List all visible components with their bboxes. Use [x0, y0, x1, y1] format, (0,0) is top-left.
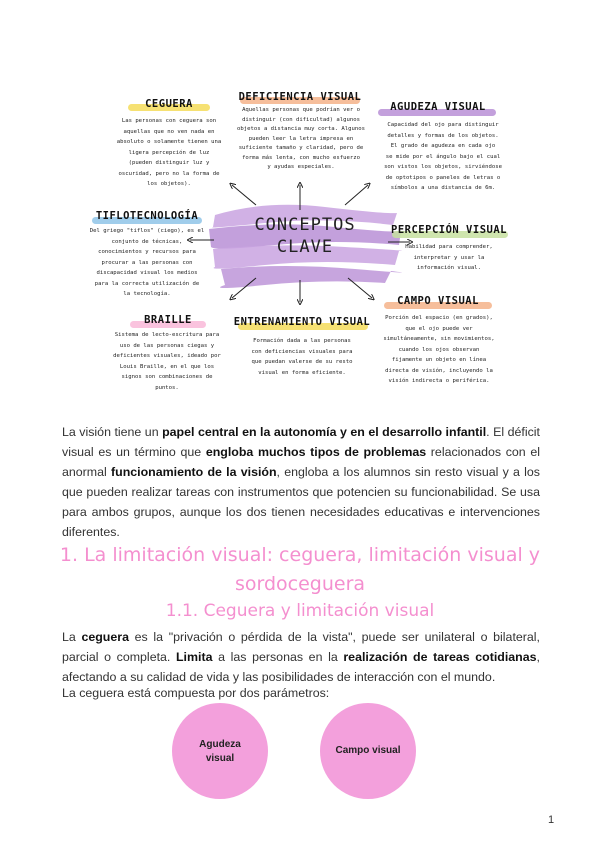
text-line: deficientes visuales, ideado por [113, 353, 221, 359]
text-line: visual en forma eficiente. [258, 369, 346, 376]
concept-title: PERCEPCIÓN VISUAL [391, 224, 507, 236]
concept-title: DEFICIENCIA VISUAL [238, 91, 362, 103]
text-run: La visión tiene un [62, 425, 163, 439]
text-line: simultáneamente, sin movimientos, [383, 336, 495, 342]
text-line: de optotipos o paneles de letras o [385, 174, 501, 181]
section-heading-1 [40, 541, 560, 599]
heading-line: sordoceguera [234, 573, 366, 595]
circle-label: Campo visual [335, 745, 401, 756]
text-line: signos son combinaciones de [121, 374, 213, 380]
text-run: , engloba a los alumnos sin resto visual y a los que pueden realizar tareas con instrumentos que potencien su funcionabilidad. Se usa para ambos grupos, aunque los dos tienen necesidades educativas e intervenciones diferentes. [62, 465, 540, 539]
concept-ceguera [110, 98, 228, 110]
text-line: Porción del espacio (en grados), [385, 315, 493, 321]
bold-run: funcionamiento de la visión [111, 465, 277, 479]
concept-title: ENTRENAMIENTO VISUAL [233, 316, 371, 328]
text-line: conjunto de técnicas, [111, 238, 183, 245]
text-line: visión indirecta o periférica. [388, 378, 490, 384]
circle-label-line2: visual [205, 753, 235, 764]
circle-campo-visual [320, 703, 416, 799]
concept-tiflotecnologia-text [76, 226, 218, 300]
text-line: directa de visión, incluyendo la [385, 367, 493, 374]
bold-run: ceguera [81, 630, 129, 644]
concept-braille [118, 314, 218, 326]
concept-title: BRAILLE [144, 314, 192, 326]
text-line: ligera percepción de luz [128, 149, 210, 156]
text-line: se mide por el ángulo bajo el cual [385, 153, 501, 160]
concept-braille-text [92, 330, 242, 393]
concept-title: AGUDEZA VISUAL [390, 101, 486, 113]
text-line: forma más lenta, con mucho esfuerzo [242, 154, 360, 161]
concept-title: TIFLOTECNOLOGÍA [95, 210, 199, 222]
concept-tiflotecnologia [88, 210, 206, 222]
text-line: Sistema de lecto-escritura para [114, 332, 220, 338]
text-line: suficiente tamaño y claridad, pero de [238, 145, 364, 151]
concept-entrenamiento [232, 316, 372, 328]
concept-campo-text [368, 313, 510, 387]
circle-agudeza-visual [172, 703, 268, 799]
concept-percepcion [388, 224, 510, 236]
concept-percepcion-text [386, 242, 512, 274]
concept-title: CEGUERA [145, 98, 193, 110]
text-line: y ayudas especiales. [267, 164, 335, 170]
text-line: conocimientos y recursos para [98, 249, 196, 255]
intro-paragraph [62, 422, 540, 542]
parameters-intro: La ceguera está compuesta por dos parámetros: [62, 686, 330, 700]
text-run: . El déficit visual es un término que [62, 425, 540, 459]
text-line: aquellas que no ven nada en [123, 128, 215, 135]
text-line: distinguir (con dificultad) algunos [242, 116, 360, 123]
text-run: es la "privación o pérdida de la vista", puede ser unilateral o bilateral, parcial o completa. [62, 630, 540, 664]
center-title-line1: CONCEPTOS [254, 215, 356, 235]
text-line: El grado de agudeza en cada ojo [390, 143, 496, 149]
text-line: Las personas con ceguera son [121, 118, 217, 124]
text-line: fijamente un objeto en línea [391, 357, 487, 363]
bold-run: Limita [175, 650, 213, 664]
text-line: objetos a distancia muy corta. Algunos [237, 126, 365, 132]
concept-campo [378, 295, 498, 307]
text-line: Formación dada a las personas [253, 338, 351, 344]
text-line: Del griego "tiflos" (ciego), es el [89, 228, 205, 234]
text-line: con deficiencias visuales para [251, 348, 353, 355]
text-line: interpretar y usar la [413, 254, 485, 261]
heading-line: 1. La limitación visual: ceguera, limitación visual y [59, 544, 541, 566]
page-number: 1 [548, 814, 555, 826]
bold-run: engloba muchos tipos de problemas [205, 445, 427, 459]
text-line: (pueden distinguir luz y [128, 160, 210, 166]
text-line: Aquellas personas que podrían ver o [242, 107, 360, 113]
bold-run: realización de tareas cotidianas [343, 650, 537, 664]
text-run: relacionados con el anormal [62, 445, 540, 479]
bold-run: papel central en la autonomía y en el desarrollo infantil [162, 425, 487, 439]
text-line: son vistos los objetos, sirviéndose [384, 164, 502, 170]
text-run: , afectando a su calidad de vida y las posibilidades de interacción con el mundo. [62, 650, 540, 684]
text-line: absoluto o solamente tienen una [116, 139, 222, 145]
text-run: a las personas en la [212, 650, 344, 664]
text-line: pueden leer la letra impresa en [248, 135, 354, 142]
circle-label-line1: Agudeza [199, 739, 241, 750]
text-run: La [62, 630, 82, 644]
center-title-line2: CLAVE [276, 237, 334, 257]
text-line: que puedan valerse de su resto [251, 359, 353, 365]
text-line: cuando los ojos observan [398, 346, 480, 353]
concept-deficiencia [232, 91, 368, 103]
text-line: los objetos). [147, 181, 191, 187]
text-line: símbolos a una distancia de 6m. [390, 185, 496, 191]
concept-agudeza-text [372, 120, 514, 194]
text-line: puntos. [155, 384, 179, 391]
ceguera-paragraph [62, 627, 540, 687]
text-line: discapacidad visual los medios [96, 270, 198, 276]
text-line: para la correcta utilización de [94, 280, 200, 287]
concept-title: CAMPO VISUAL [397, 295, 479, 307]
text-line: Habilidad para comprender, [405, 244, 493, 250]
concept-agudeza [378, 101, 498, 113]
text-line: procurar a las personas con [101, 259, 193, 266]
text-line: la tecnología. [123, 291, 171, 297]
text-line: uso de las personas ciegas y [119, 342, 215, 349]
text-line: Capacidad del ojo para distinguir [387, 122, 499, 128]
text-line: detalles y formas de los objetos. [387, 132, 499, 139]
section-heading-2: 1.1. Ceguera y limitación visual [165, 601, 435, 621]
text-line: Louis Braille, en el que los [119, 363, 215, 370]
text-line: información visual. [417, 265, 481, 271]
text-line: oscuridad, pero no la forma de [118, 170, 220, 177]
concept-deficiencia-text [222, 106, 380, 173]
text-line: que el ojo puede ver [405, 325, 473, 332]
concept-entrenamiento-text [232, 336, 372, 378]
